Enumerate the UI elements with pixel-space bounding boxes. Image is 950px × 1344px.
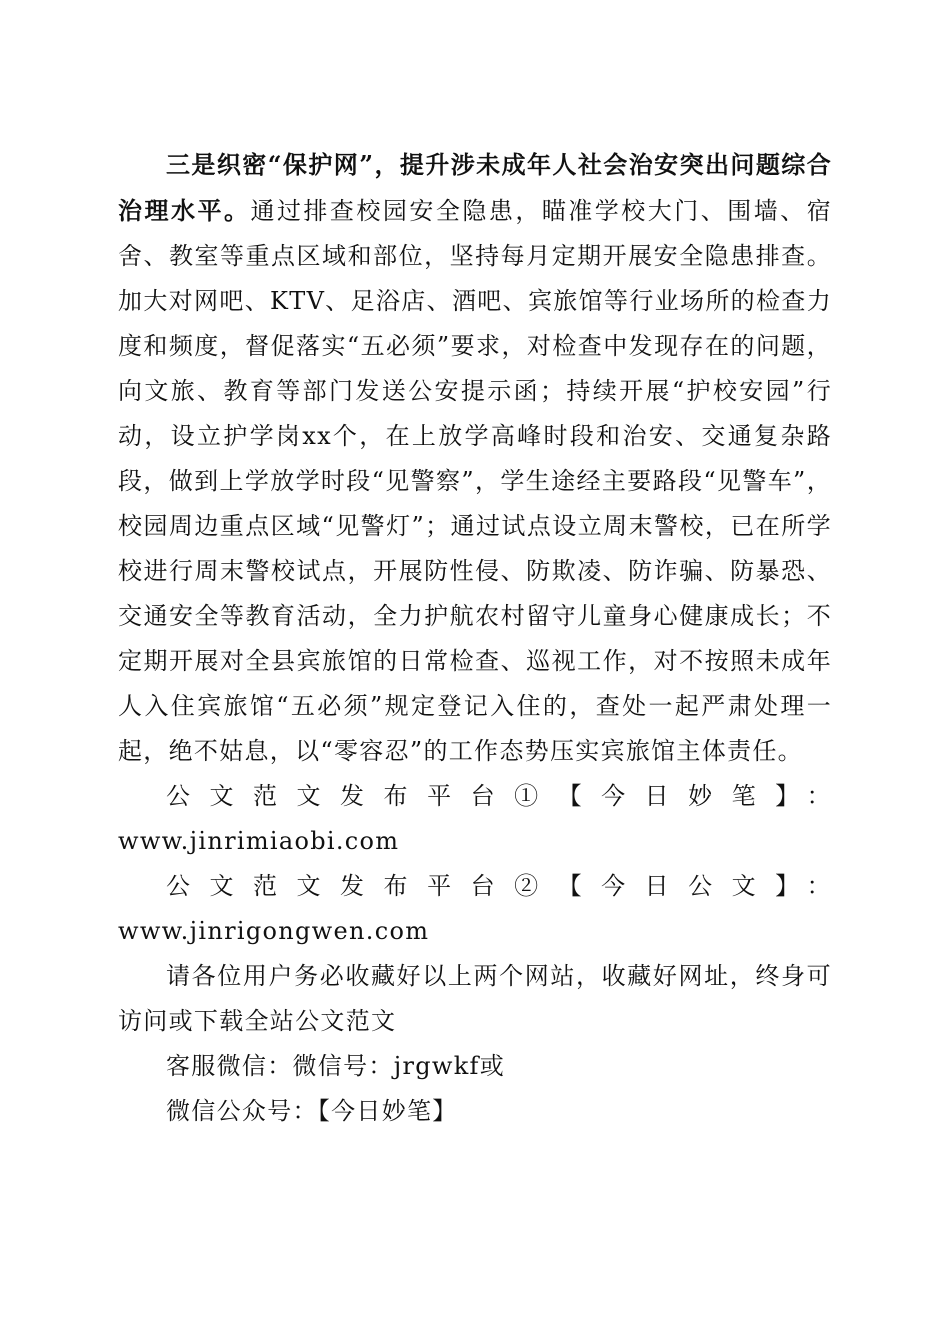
- platform-line-2: 公文范文发布平台②【今日公文】：: [166, 872, 832, 900]
- paragraph-text: 通过排查校园安全隐患，瞄准学校大门、围墙、宿舍、教室等重点区域和部位，坚持每月定期开展安全隐患排查。加大对网吧、KTV、足浴店、酒吧、宾旅馆等行业场所的检查力度和频度，督促落实“五必须”要求，对检查中发现存在的问题，向文旅、教育等部门发送公安提示函；持续开展“护校安园”行动，设立护学岗xx个，在上放学高峰时段和治安、交通复杂路段，做到上学放学时段“见警察”，学生途经主要路段“见警车”，校园周边重点区域“见警灯”；通过试点设立周末警校，已在所学校进行周末警校试点，开展防性侵、防欺凌、防诈骗、防暴恐、交通安全等教育活动，全力护航农村留守儿童身心健康成长；不定期开展对全县宾旅馆的日常检查、巡视工作，对不按照未成年人入住宾旅馆“五必须”规定登记入住的，查处一起严肃处理一起，绝不姑息，以“零容忍”的工作态势压实宾旅馆主体责任。: [118, 197, 833, 765]
- notice-paragraph: 请各位用户务必收藏好以上两个网站，收藏好网址，终身可访问或下载全站公文范文: [118, 962, 832, 1035]
- body-paragraph: [118, 142, 832, 774]
- document-page: [118, 142, 832, 1134]
- platform-line-2-url: www.jinrigongwen.com: [118, 917, 430, 945]
- paragraph-lead: 三是织密“保护网”，提升涉未成年人社会治安突出问题综合治理水平。: [118, 150, 832, 225]
- platform-line-1: 公文范文发布平台①【今日妙笔】：www.jinrimiaobi.com: [118, 782, 832, 855]
- wechat-line: 客服微信：微信号：jrgwkf或: [166, 1052, 506, 1080]
- official-account-line: 微信公众号：【今日妙笔】: [166, 1097, 458, 1125]
